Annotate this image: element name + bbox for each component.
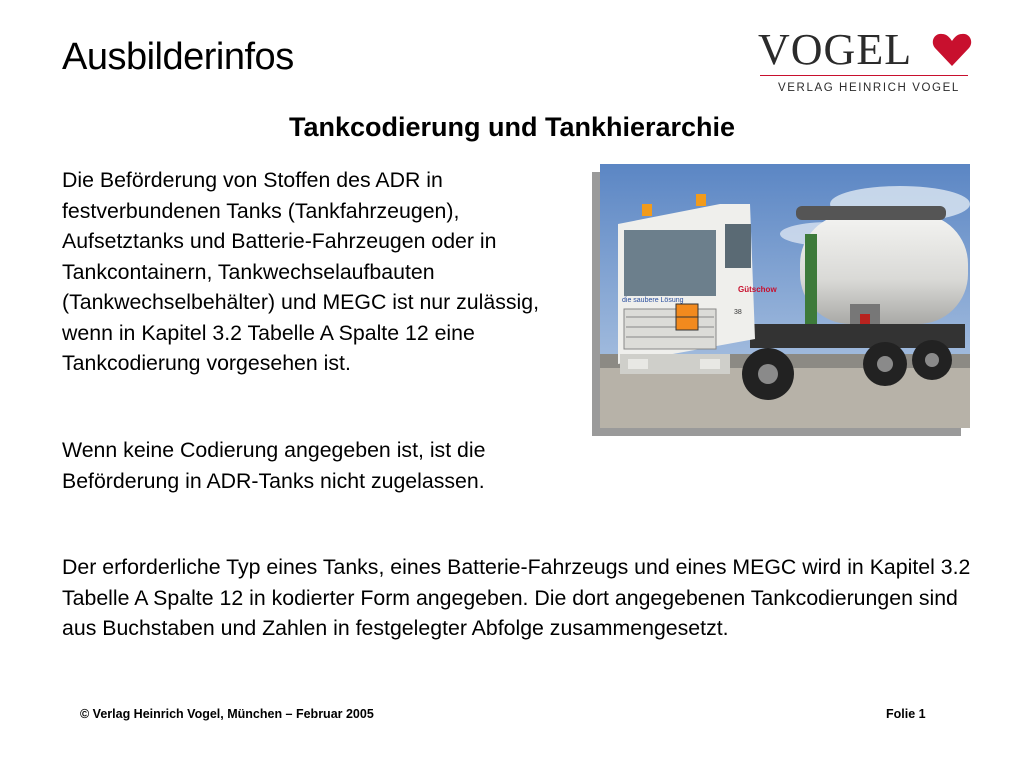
truck-side-text: die saubere Lösung [622, 297, 684, 304]
tank-truck-illustration [600, 164, 970, 428]
heart-icon [932, 32, 972, 68]
footer-slide-number: Folie 1 [886, 707, 926, 721]
logo-subtitle: VERLAG HEINRICH VOGEL [778, 82, 960, 94]
footer-copyright: © Verlag Heinrich Vogel, München – Februar 2005 [80, 707, 374, 721]
logo-wordmark: VOGEL [758, 25, 913, 74]
header-title: Ausbilderinfos [62, 36, 294, 78]
tank-truck-photo [600, 164, 970, 428]
truck-number: 38 [734, 309, 742, 316]
slide-title: Tankcodierung und Tankhierarchie [288, 112, 736, 142]
vogel-logo [758, 25, 972, 98]
truck-door-text: Gütschow [738, 285, 777, 294]
paragraph-3: Der erforderliche Typ eines Tanks, eines Batterie-Fahrzeugs und eines MEGC wird in Kapitel 3.2 Tabelle A Spalte 12 in kodierter Form angegeben. Die dort angegebenen Tankcodierungen sind aus Buchstaben und Zahlen in festgelegter Abfolge zusammengesetzt. [62, 555, 971, 640]
paragraph-2: Wenn keine Codierung angegeben ist, ist die Beförderung in ADR-Tanks nicht zugelassen. [62, 438, 486, 493]
paragraph-1: Die Beförderung von Stoffen des ADR in festverbundenen Tanks (Tankfahrzeugen), Aufsetztanks und Batterie-Fahrzeugen oder in Tankcontainern, Tankwechselaufbauten (Tankwechselbehälter) und MEGC ist nur zulässig, wenn in Kapitel 3.2 Tabelle A Spalte 12 eine Tankcodierung vorgesehen ist. [62, 168, 540, 375]
logo-rule [760, 75, 968, 76]
